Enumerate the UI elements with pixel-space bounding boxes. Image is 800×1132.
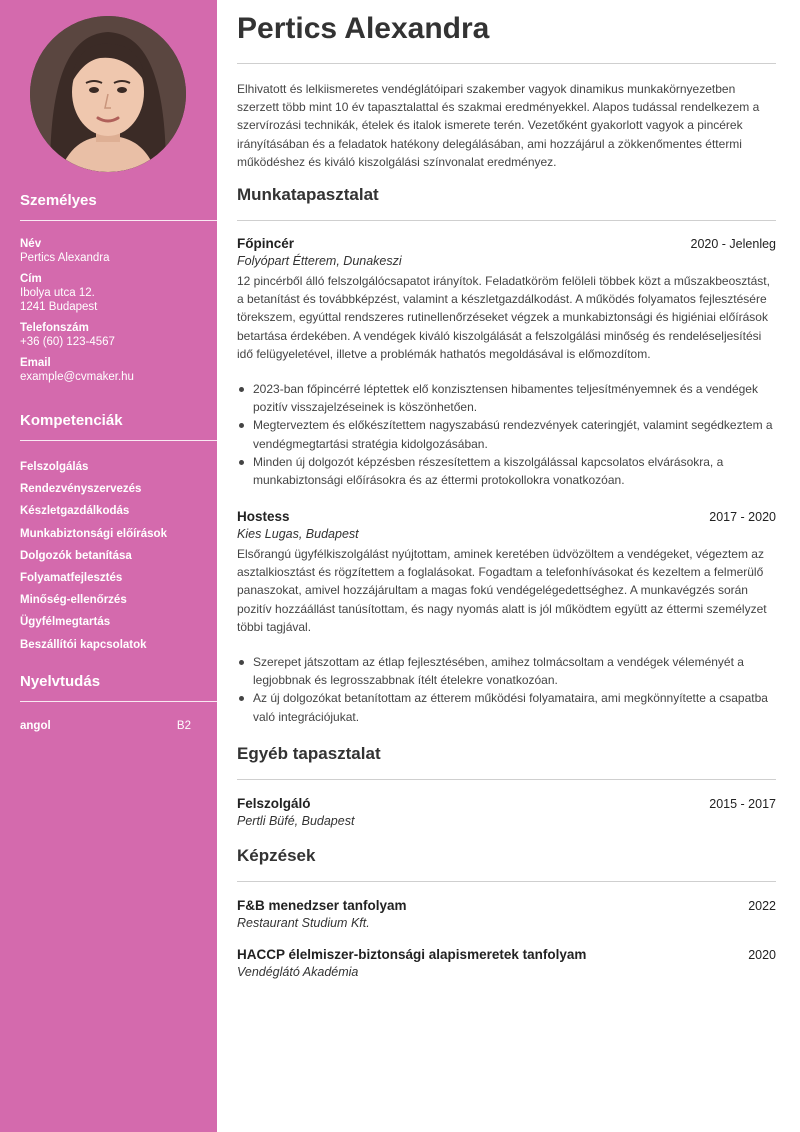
job-company: Folyópart Étterem, Dunakeszi: [237, 254, 402, 268]
personal-heading: Személyes: [20, 192, 97, 209]
skill-item: Dolgozók betanítása: [20, 549, 132, 562]
phone-value: +36 (60) 123-4567: [20, 336, 115, 348]
education-entry: [237, 947, 776, 979]
job-date: 2017 - 2020: [709, 510, 776, 524]
phone-label: Telefonszám: [20, 322, 89, 334]
achievement-list: [237, 653, 776, 726]
education-entry: [237, 898, 776, 930]
skill-item: Felszolgálás: [20, 461, 89, 473]
course-title: HACCP élelmiszer-biztonsági alapismeretek tanfolyam: [237, 947, 587, 962]
profile-photo: [30, 16, 186, 172]
address-line-2: 1241 Budapest: [20, 301, 98, 313]
personal-phone: [20, 322, 217, 349]
name-value: Pertics Alexandra: [20, 252, 110, 264]
skill-item: Ügyfélmegtartás: [20, 616, 111, 629]
achievement-list: [237, 380, 776, 489]
job-date: 2015 - 2017: [709, 797, 776, 811]
divider: [20, 701, 217, 702]
email-label: Email: [20, 357, 51, 369]
achievement-item: Minden új dolgozót képzésben részesítettem a kiszolgálással kapcsolatos elvárásokra, a munkabiztonsági előírásokra és az éttermi protokollokra vonatkozóan.: [237, 453, 776, 489]
language-name: angol: [20, 720, 51, 732]
divider: [237, 63, 776, 64]
languages-heading: Nyelvtudás: [20, 673, 101, 690]
job-title: Felszolgáló: [237, 796, 311, 811]
divider: [20, 220, 217, 221]
job-description: 12 pincérből álló felszolgálócsapatot irányítok. Feladatköröm felöleli többek közt a műszakbeosztást, a betanítást és továbbképzést, valamint a készletgazdálkodást. A működés folyamatos fejlesztésére törekszem, egyúttal rendszeres rutinellenőrzéseket végzek a munkabiztonsági és higiéniai előírások betartása érdekében. A vendégek kiváló kiszolgálását a felszolgálási minőség és rendeléseljesítési idő felügyeletével, illetve a problémák hathatós megoldásával is előmozdítom.: [237, 274, 770, 361]
skill-item: Folyamatfejlesztés: [20, 572, 123, 585]
job-description: Elsőrangú ügyfélkiszolgálást nyújtottam, aminek keretében üdvözöltem a vendégeket, végeztem az asztalkiosztást és rögzítettem a foglalásokat. Fogadtam a telefonhívásokat és kezeltem a felmerülő panaszokat, amivel hozzájárultam a magas fokú vendégelégedettséghez. A munkavégzés során pozitív hozzáállást tanúsítottam, és nagy nyomás alatt is jól működtem együtt az éttermi személyzet többi tagjával.: [237, 547, 767, 634]
address-label: Cím: [20, 273, 42, 285]
achievement-item: Az új dolgozókat betanítottam az étterem működési folyamataira, ami megkönnyítette a csapatba való integrációjukat.: [237, 689, 776, 725]
skill-item: Készletgazdálkodás: [20, 505, 130, 518]
personal-address: [20, 273, 217, 314]
divider: [237, 881, 776, 882]
personal-section: [20, 190, 217, 392]
achievement-item: Megterveztem és előkészítettem nagyszabású rendezvények cateringjét, valamint segédkeztem a vendégmegtartási stratégia kidolgozásában.: [237, 416, 776, 452]
divider: [237, 779, 776, 780]
job-title: Főpincér: [237, 236, 295, 251]
address-line-1: Ibolya utca 12.: [20, 287, 95, 299]
education-heading: Képzések: [237, 846, 316, 865]
other-experience-heading: Egyéb tapasztalat: [237, 744, 381, 763]
job-date: 2020 - Jelenleg: [690, 237, 776, 251]
language-row: [20, 720, 191, 732]
language-level: B2: [176, 720, 191, 732]
skill-item: Beszállítói kapcsolatok: [20, 638, 147, 651]
achievement-item: Szerepet játszottam az étlap fejlesztésében, amihez tolmácsoltam a vendégek véleményét a legjobbnak és legrosszabbnak ítélt ételekre vonatkozóan.: [237, 653, 776, 689]
course-title: F&B menedzser tanfolyam: [237, 898, 407, 913]
achievement-item: 2023-ban főpincérré léptettek elő konzisztensen hibamentes teljesítményemnek és a vendégek pozitív visszajelzéseinek is köszönhetően.: [237, 380, 776, 416]
languages-section: [20, 671, 217, 732]
personal-email: [20, 357, 217, 384]
job-entry: [237, 509, 776, 726]
page-title: Pertics Alexandra: [237, 12, 490, 45]
course-institution: Restaurant Studium Kft.: [237, 916, 370, 930]
job-entry: [237, 796, 776, 828]
skill-item: Rendezvényszervezés: [20, 483, 142, 496]
work-heading: Munkatapasztalat: [237, 185, 379, 204]
divider: [237, 220, 776, 221]
job-title: Hostess: [237, 509, 290, 524]
skills-heading: Kompetenciák: [20, 412, 123, 429]
personal-name: [20, 238, 217, 265]
job-entry: [237, 236, 776, 489]
email-value[interactable]: example@cvmaker.hu: [20, 371, 134, 383]
name-label: Név: [20, 238, 42, 250]
course-institution: Vendéglátó Akadémia: [237, 965, 359, 979]
skills-section: [20, 410, 217, 656]
divider: [20, 440, 217, 441]
portrait-illustration: [30, 16, 186, 172]
sidebar: [0, 0, 217, 1132]
course-date: 2020: [748, 948, 776, 962]
job-company: Pertli Büfé, Budapest: [237, 814, 355, 828]
job-company: Kies Lugas, Budapest: [237, 527, 359, 541]
skill-item: Munkabiztonsági előírások: [20, 527, 167, 540]
profile-summary: Elhivatott és lelkiismeretes vendéglátóipari szakember vagyok dinamikus munkakörnyezetben szerzett több mint 10 év tapasztalattal és szakmai eredményekkel. Alapos tudással rendelkezem a szervírozási technikák, ételek és italok ismerete terén. Vezetőként gyakorlott vagyok a pincérek irányításában és a feladatok hatékony delegálásában, ami hozzájárul a zökkenőmentes éttermi működéshez és kiváló kiszolgálási színvonalat eredményez.: [237, 82, 760, 169]
course-date: 2022: [748, 899, 776, 913]
skill-item: Minőség-ellenőrzés: [20, 594, 127, 607]
